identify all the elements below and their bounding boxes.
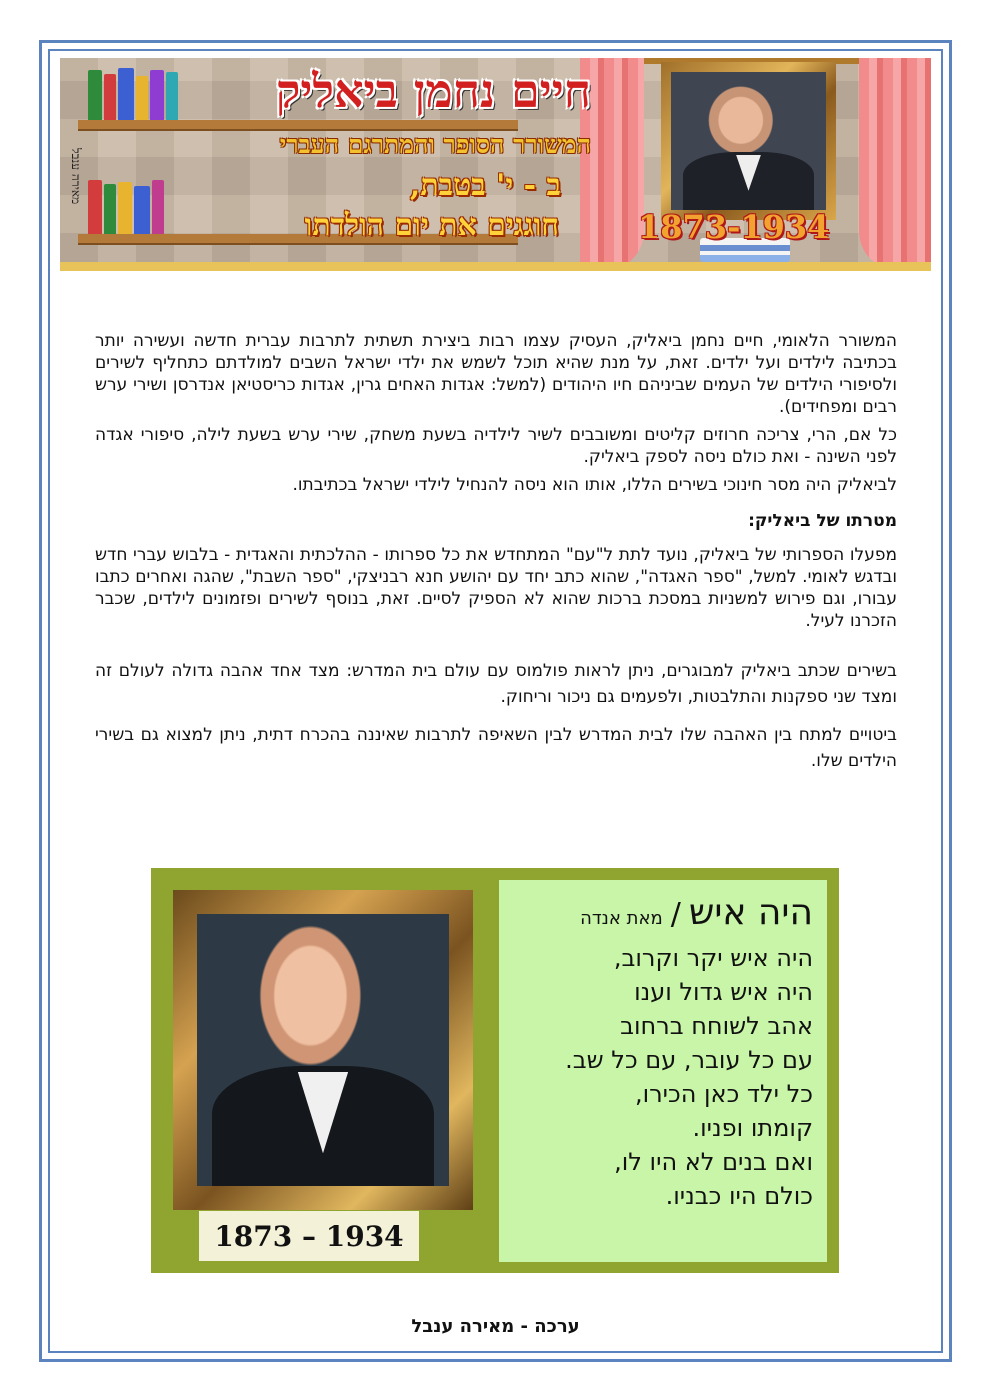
poem-header: [499, 892, 813, 933]
banner-title: חיים נחמן ביאליק: [275, 64, 591, 118]
paragraph-tension: ביטויים למתח בין האהבה שלו לבית המדרש לבין השאיפה לתרבות שאיננה בהכרח דתית, ניתן למצוא גם בשירי הילדים שלו.: [95, 725, 897, 771]
card-years-label: 1873 – 1934: [199, 1211, 419, 1261]
banner-portrait-image: [671, 72, 826, 210]
poem-line: עם כל עובר, עם כל שב.: [565, 1046, 813, 1074]
poem-line: אהב לשוחח ברחוב: [620, 1012, 813, 1040]
banner-bottom-strip: [60, 262, 931, 271]
paragraph-mothers: כל אם, הרי, צריכה חרוזים קליטים ומשובבים לשיר לילדיה בשעת משחק, שירי ערש בשעת לילה, סיפורי אגדה לפני השינה - ואת כולם ניסה לספק ביאליק.: [95, 425, 897, 467]
article-body: [95, 330, 897, 780]
banner-date-line: ב - י' בטבת,: [409, 168, 561, 203]
banner-portrait-frame: [661, 62, 836, 220]
banner-celebrate-line: חוגגים את יום הולדתו: [304, 208, 559, 243]
poem-line: היה איש גדול וענו: [634, 978, 813, 1006]
poem-line: קומתו ופניו.: [692, 1114, 813, 1142]
poem-separator: /: [670, 897, 681, 932]
card-portrait-frame: [173, 890, 473, 1210]
section-heading-goal: מטרתו של ביאליק:: [748, 511, 897, 531]
card-portrait-image: [197, 914, 449, 1186]
poem-line: כולם היו כבניו.: [665, 1182, 813, 1210]
poem-line: ואם בנים לא היו לו,: [614, 1148, 813, 1176]
header-banner: [60, 58, 931, 271]
poem-panel: [499, 880, 827, 1262]
poem-line: כל ילד כאן הכירו,: [634, 1080, 813, 1108]
curtain-right: [859, 58, 931, 271]
banner-years: 1873-1934: [638, 208, 830, 246]
banner-signature: מאירה ענבל: [69, 148, 83, 205]
paragraph-literary-work: מפעלו הספרותי של ביאליק, נועד לתת ל"עם" המתחדש את כל ספרותו - ההלכתית והאגדית - בלבוש עברי חדש ובדגש לאומי. למשל, "ספר האגדה", שהוא כתב יחד עם יהושע חנא רבניצקי, "ספר השבת", שהגה ואחרים כתבו עבורו, וגם פירוש למשניות במסכת ברכות שהוא לא הספיק לסיים. זאת, בנוסף לשירים ופזמונים לילדים, שכבר הזכרנו לעיל.: [95, 545, 897, 631]
footer-credit: ערכה - מאירה ענבל: [411, 1316, 580, 1337]
paragraph-adult-poems: בשירים שכתב ביאליק למבוגרים, ניתן לראות פולמוס עם עולם בית המדרש: מצד אחד אהבה גדולה לעולם זה ומצד שני ספקנות והתלבטות, ולפעמים גם ניכור וריחוק.: [95, 661, 897, 707]
paragraph-message: לביאליק היה מסר חינוכי בשירים הללו, אותו הוא ניסה להנחיל לילדי ישראל בכתיבתו.: [292, 475, 897, 495]
poem-author: מאת אנדה: [580, 908, 663, 929]
poem-line: היה איש יקר וקרוב,: [613, 944, 813, 972]
poem-card: [151, 868, 839, 1273]
banner-subtitle: המשורר הסופר והמתרגם העברי: [279, 130, 591, 159]
poem-title: היה איש: [688, 892, 813, 933]
paragraph-intro: המשורר הלאומי, חיים נחמן ביאליק, העסיק עצמו רבות ביצירת תשתית לתרבות עברית חדשה ועשירה יותר בכתיבה לילדים ועל ילדים. זאת, על מנת שהיא תוכל לשמש את ילדי ישראל השבים למולדתם כתחליף לשירים ולסיפורי הילדים של העמים שביניהם חיו היהודים (למשל: אגדות האחים גרין, אגדות כריסטיאן אנדרסן ושירי ערש רבים ומפחידים).: [95, 331, 897, 417]
